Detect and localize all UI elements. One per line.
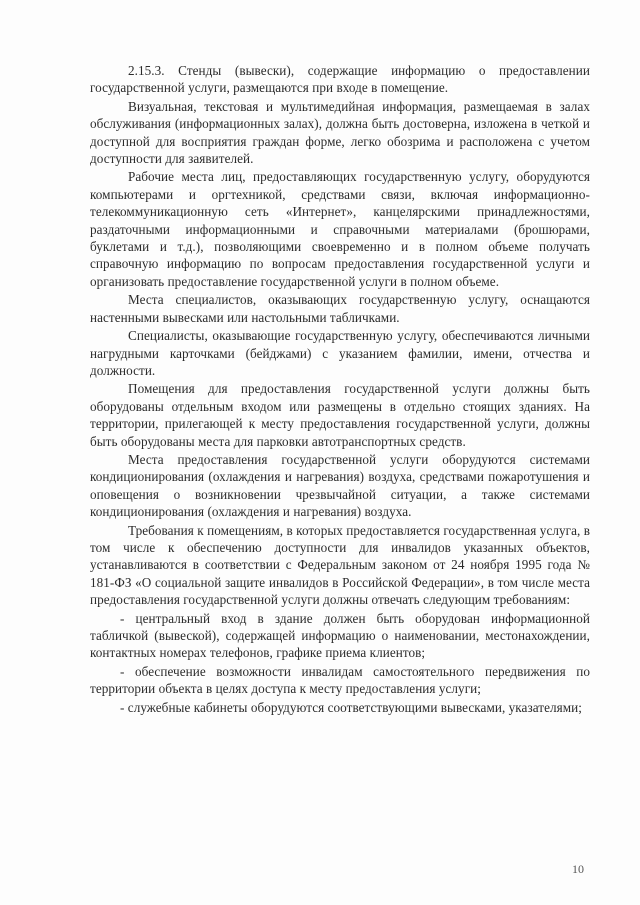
body-text bbox=[90, 62, 590, 716]
paragraph-specialist-places: Места специалистов, оказывающих государственную услугу, оснащаются настенными вывесками или настольными табличками. bbox=[90, 292, 590, 325]
list-item: - центральный вход в здание должен быть оборудован информационной табличкой (вывеской), содержащей информацию о наименовании, местонахождении, контактных номерах телефонов, графике приема клиентов; bbox=[90, 610, 590, 661]
paragraph-conditioning: Места предоставления государственной услуги оборудуются системами кондиционирования (охлаждения и нагревания) воздуха, средствами пожаротушения и оповещения о возникновении чрезвычайной ситуации, а также системами кондиционирования (охлаждения и нагревания) воздуха. bbox=[90, 451, 590, 520]
list-item: - обеспечение возможности инвалидам самостоятельного передвижения по территории объекта в целях доступа к месту предоставления услуги; bbox=[90, 663, 590, 697]
paragraph-workplaces: Рабочие места лиц, предоставляющих государственную услугу, оборудуются компьютерами и оргтехникой, средствами связи, включая информационно-телекоммуникационную сеть «Интернет», канцелярскими принадлежностями, раздаточными информационными и справочными материалами (брошюрами, буклетами и т.д.), позволяющими своевременно и в полном объеме получать справочную информацию по вопросам предоставления государственной услуги и организовать предоставление государственной услуги в полном объеме. bbox=[90, 169, 590, 289]
paragraph-2-15-3: 2.15.3. Стенды (вывески), содержащие информацию о предоставлении государственной услуги, размещаются при входе в помещение. bbox=[90, 63, 590, 96]
page-number: 10 bbox=[572, 862, 584, 876]
paragraph-visual-info: Визуальная, текстовая и мультимедийная информация, размещаемая в залах обслуживания (информационных залах), должна быть достоверна, изложена в четкой и доступной для восприятия граждан форме, легко обозрима и расположена с учетом доступности для заявителей. bbox=[90, 98, 590, 167]
paragraph-badges: Специалисты, оказывающие государственную услугу, обеспечиваются личными нагрудными карточками (бейджами) с указанием фамилии, имени, отчества и должности. bbox=[90, 328, 590, 378]
paragraph-accessibility-requirements: Требования к помещениям, в которых предоставляется государственная услуга, в том числе к обеспечению доступности для инвалидов указанных объектов, устанавливаются в соответствии с Федеральным законом от 24 ноября 1995 года № 181-ФЗ «О социальной защите инвалидов в Российской Федерации», в том числе места предоставления государственной услуги должны отвечать следующим требованиям: bbox=[90, 522, 590, 608]
paragraph-premises: Помещения для предоставления государственной услуги должны быть оборудованы отдельным входом или размещены в отдельно стоящих зданиях. На территории, прилегающей к месту предоставления государственной услуги, должны быть оборудованы места для парковки автотранспортных средств. bbox=[90, 381, 590, 449]
list-item: - служебные кабинеты оборудуются соответствующими вывесками, указателями; bbox=[120, 699, 582, 715]
